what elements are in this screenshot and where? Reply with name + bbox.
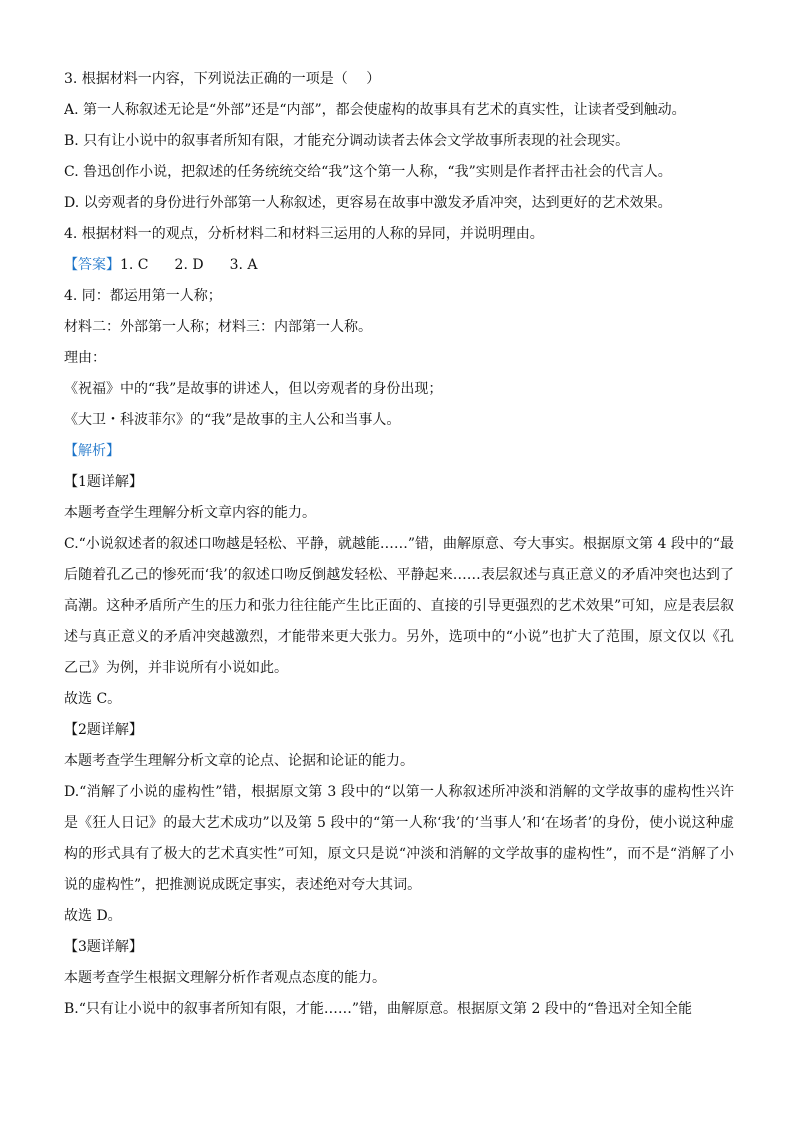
detail-1-conclusion: 故选 C。 [64,691,122,707]
answer-4-line: 《大卫・科波菲尔》的“我”是故事的主人公和当事人。 [64,412,401,428]
answer-4-line: 材料二：外部第一人称；材料三：内部第一人称。 [64,319,372,335]
detail-1-intro: 本题考查学生理解分析文章内容的能力。 [64,505,316,521]
detail-3-intro: 本题考查学生根据文理解分析作者观点态度的能力。 [64,970,386,986]
answer-1: 1. C [120,257,149,273]
document-page [64,64,734,1025]
question-3-option-b: B. 只有让小说中的叙事者所知有限，才能充分调动读者去体会文学故事所表现的社会现实。 [64,133,630,149]
detail-1-title: 【1题详解】 [64,474,143,490]
answer-summary [64,250,734,281]
question-3-option-a: A. 第一人称叙述无论是“外部”还是“内部”，都会使虚构的故事具有艺术的真实性，让读者受到触动。 [64,102,686,118]
answer-4-line: 《祝福》中的“我”是故事的讲述人，但以旁观者的身份出现； [64,381,443,397]
question-3-stem: 3. 根据材料一内容，下列说法正确的一项是（ ） [64,71,381,87]
question-4-stem: 4. 根据材料一的观点，分析材料二和材料三运用的人称的异同，并说明理由。 [64,226,544,242]
question-3-option-d: D. 以旁观者的身份进行外部第一人称叙述，更容易在故事中激发矛盾冲突，达到更好的艺术效果。 [64,195,672,211]
detail-3-body: B.“只有让小说中的叙事者所知有限，才能……”错，曲解原意。根据原文第 2 段中的“鲁迅对全知全能 [64,1001,693,1017]
question-3-option-c: C. 鲁迅创作小说，把叙述的任务统统交给“我”这个第一人称，“我”实则是作者抨击社会的代言人。 [64,164,672,180]
detail-3-title: 【3题详解】 [64,939,143,955]
detail-2-title: 【2题详解】 [64,722,143,738]
detail-2-body: D.“消解了小说的虚构性”错，根据原文第 3 段中的“以第一人称叙述所冲淡和消解的文学故事的虚构性兴许是《狂人日记》的最大艺术成功”以及第 5 段中的“第一人称‘我’的‘当事人’和‘在场者’的身份，使小说这种虚构的形式具有了极大的艺术真实性”可知，原文只是说“冲淡和消解的文学故事的虚构性”，而不是“消解了小说的虚构性”，把推测说成既定事实，表述绝对夸大其词。 [64,784,734,893]
detail-2-conclusion: 故选 D。 [64,908,122,924]
answer-2: 2. D [174,257,204,273]
analysis-tag: 【解析】 [64,443,120,459]
answer-4-line: 理由： [64,350,106,366]
detail-1-body: C.“小说叙述者的叙述口吻越是轻松、平静，就越能……”错，曲解原意、夸大事实。根据原文第 4 段中的“最后随着孔乙己的惨死而‘我’的叙述口吻反倒越发轻松、平静起来……表层叙述与真正意义的矛盾冲突也达到了高潮。这种矛盾所产生的压力和张力往往能产生比正面的、直接的引导更强烈的艺术效果”可知，应是表层叙述与真正意义的矛盾冲突越激烈，才能带来更大张力。另外，选项中的“小说”也扩大了范围，原文仅以《孔乙己》为例，并非说所有小说如此。 [64,536,734,676]
answer-tag: 【答案】 [64,257,120,273]
answer-4-line: 4. 同：都运用第一人称； [64,288,222,304]
detail-2-intro: 本题考查学生理解分析文章的论点、论据和论证的能力。 [64,753,414,769]
answer-3: 3. A [229,257,258,273]
